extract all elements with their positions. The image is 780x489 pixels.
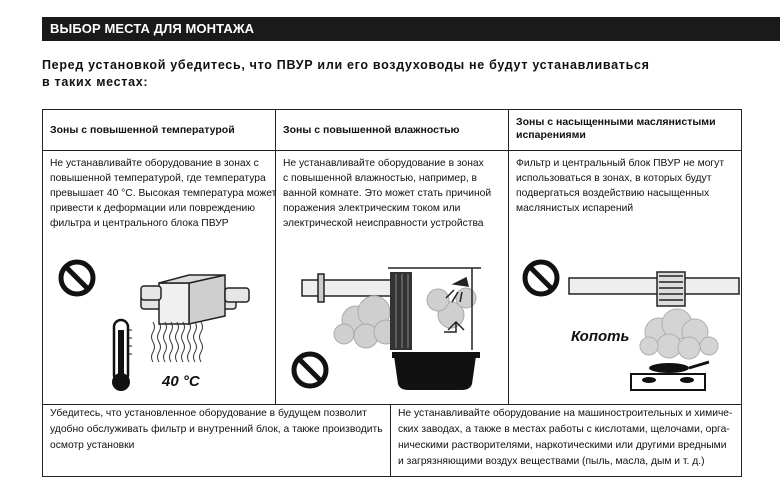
intro-text (42, 57, 742, 91)
footer-right-line: Не устанавливайте оборудование на машиностроительных и химиче- (398, 408, 733, 419)
heat-waves-icon (152, 322, 203, 362)
bathtub-icon (392, 352, 480, 390)
intro-line-2: в таких местах: (42, 75, 149, 89)
footer-right-line: ническими растворителями, наркотическими или другими вредными (398, 440, 727, 451)
footer-right-line: ских заводах, а также в местах работы с кислотами, щелочами, орга- (398, 424, 730, 435)
col2-text (283, 156, 491, 231)
col3-line: маслянистых испарений (516, 203, 634, 214)
soot-label: Копоть (571, 328, 630, 345)
footer-left-line: осмотр установки (50, 440, 135, 451)
intro-line-1: Перед установкой убедитесь, что ПВУР или его воздуховоды не будут устанавливаться (42, 58, 650, 72)
footer-row-divider (42, 404, 742, 405)
prohibited-icon (525, 262, 557, 294)
col3-line: подвергаться воздействию насыщенных (516, 188, 710, 199)
thermometer-icon (112, 320, 132, 391)
ventilation-unit-icon (569, 272, 739, 306)
col3-title-line-2: испарениями (516, 129, 586, 141)
footer-left-line: Убедитесь, что установленное оборудование в будущем позволит (50, 408, 367, 419)
col3-line: использоваться в зонах, в которых будут (516, 173, 712, 184)
col2-line: с повышенной влажностью, например, в (283, 173, 478, 184)
ventilation-unit-icon (141, 275, 249, 324)
oily-fumes-illustration (509, 250, 741, 400)
section-title: ВЫБОР МЕСТА ДЛЯ МОНТАЖА (50, 21, 255, 36)
col3-title-line-1: Зоны с насыщенными маслянистыми (516, 116, 716, 128)
col2-line: Не устанавливайте оборудование в зонах (283, 158, 484, 169)
high-temperature-illustration (43, 250, 275, 400)
footer-left-line: удобно обслуживать фильтр и внутренний блок, а также производить (50, 424, 383, 435)
col2-line: электрической неисправности устройства (283, 218, 484, 229)
cooking-stove-icon (631, 362, 709, 390)
col1-line: повышенной температурой, где температура (50, 173, 266, 184)
col1-line: фильтра и центрального блока ПВУР (50, 218, 229, 229)
footer-divider (390, 404, 391, 477)
footer-right-text (398, 406, 732, 470)
col2-title: Зоны с повышенной влажностью (283, 124, 460, 136)
col1-line: превышает 40 °С. Высокая температура может (50, 188, 277, 199)
radiator-icon (390, 272, 412, 350)
prohibited-icon (294, 354, 326, 386)
col1-line: привести к деформации или повреждению (50, 203, 255, 214)
col2-line: ванной комнате. Это может стать причиной (283, 188, 492, 199)
col1-text (50, 156, 276, 231)
prohibited-icon (61, 262, 93, 294)
header-row-divider (42, 150, 742, 151)
section-header-bar (42, 17, 780, 41)
col2-line: поражения электрическим током или (283, 203, 461, 214)
high-humidity-illustration (276, 250, 508, 400)
col3-text (516, 156, 724, 216)
col1-title: Зоны с повышенной температурой (50, 124, 235, 136)
footer-left-text (50, 406, 383, 454)
temperature-label: 40 °С (162, 373, 200, 390)
col3-line: Фильтр и центральный блок ПВУР не могут (516, 158, 725, 169)
col3-title (516, 116, 716, 142)
footer-right-line: и загрязняющими воздух веществами (пыль, масла, дым и т. д.) (398, 456, 705, 467)
smoke-cloud-icon (640, 309, 718, 359)
col1-line: Не устанавливайте оборудование в зонах с (50, 158, 259, 169)
